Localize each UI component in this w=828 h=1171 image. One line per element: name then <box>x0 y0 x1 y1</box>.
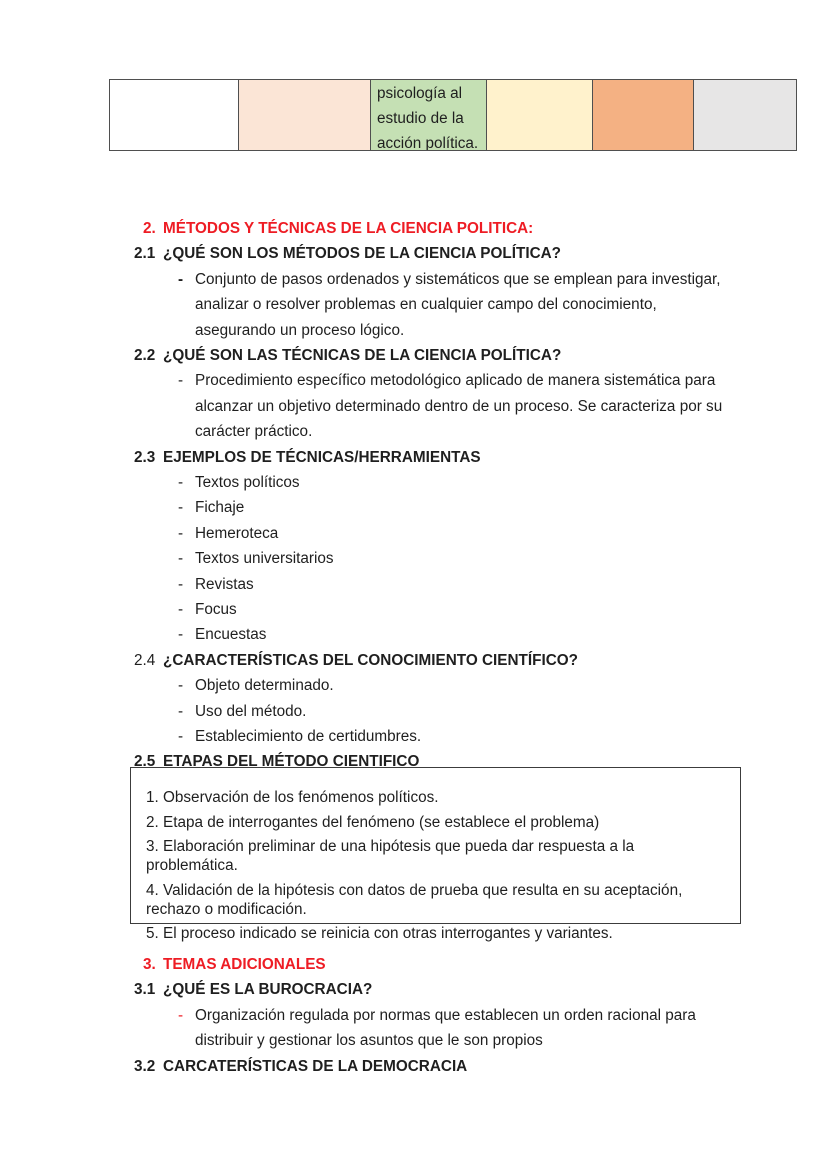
heading-number: 2. <box>143 220 156 237</box>
list-item <box>134 546 734 571</box>
heading-2-3 <box>134 445 734 470</box>
bullet-dash: - <box>178 575 184 593</box>
list-item <box>134 622 734 647</box>
bullet-dash: - <box>178 1006 184 1024</box>
list-item <box>134 521 734 546</box>
bullet-item <box>134 1003 734 1054</box>
table-cell <box>486 80 592 150</box>
characteristics-list <box>134 673 734 749</box>
section-2-heading <box>134 216 734 241</box>
step-item: 2. Etapa de interrogantes del fenómeno (se establece el problema) <box>146 813 600 831</box>
heading-number: 2.2 <box>134 347 156 364</box>
heading-label: ¿QUÉ ES LA BUROCRACIA? <box>163 981 373 999</box>
section-3-heading <box>134 952 734 977</box>
section-2 <box>134 216 734 778</box>
table-fragment <box>109 79 797 151</box>
list-item <box>134 470 734 495</box>
list-item <box>134 572 734 597</box>
section-3 <box>134 952 734 1087</box>
heading-label: ¿QUÉ SON LOS MÉTODOS DE LA CIENCIA POLÍTICA? <box>163 245 562 263</box>
bullet-dash: - <box>178 524 184 542</box>
table-cell-text: psicología al estudio de la acción política. <box>370 80 486 150</box>
heading-number: 3. <box>143 956 156 973</box>
bullet-text: Organización regulada por normas que establecen un orden racional para distribuir y gestionar los asuntos que le son propios <box>195 1006 696 1050</box>
heading-2-1 <box>134 241 734 266</box>
heading-number: 3.1 <box>134 981 156 999</box>
list-item-text: Revistas <box>195 575 254 593</box>
bullet-dash: - <box>178 550 184 568</box>
scientific-method-steps-box <box>130 767 741 942</box>
heading-3-2 <box>134 1054 734 1079</box>
bullet-item <box>134 368 734 444</box>
heading-label: CARCATERÍSTICAS DE LA DEMOCRACIA <box>163 1057 468 1075</box>
list-item-text: Encuestas <box>195 626 267 644</box>
step-item: 5. El proceso indicado se reinicia con otras interrogantes y variantes. <box>146 925 613 942</box>
bullet-dash: - <box>178 601 184 619</box>
examples-list <box>134 470 734 648</box>
bullet-text: Conjunto de pasos ordenados y sistemáticos que se emplean para investigar, analizar o resolver problemas en cualquier campo del conocimiento, asegurando un proceso lógico. <box>195 270 721 339</box>
bullet-dash: - <box>178 702 184 720</box>
heading-3-1 <box>134 977 734 1002</box>
list-item-text: Establecimiento de certidumbres. <box>195 728 422 745</box>
bullet-dash: - <box>178 626 184 644</box>
step-item: 1. Observación de los fenómenos políticos. <box>146 789 439 806</box>
list-item <box>134 495 734 520</box>
table-cell <box>110 80 238 150</box>
step-item: 4. Validación de la hipótesis con datos de prueba que resulta en su aceptación, rechazo o modificación. <box>146 881 683 918</box>
heading-label: MÉTODOS Y TÉCNICAS DE LA CIENCIA POLITICA: <box>163 220 534 237</box>
list-item-text: Uso del método. <box>195 702 307 720</box>
bullet-dash: - <box>178 372 184 390</box>
heading-number: 2.5 <box>134 753 156 771</box>
table-cell <box>693 80 796 150</box>
heading-2-4 <box>134 648 734 673</box>
list-item-text: Textos políticos <box>195 474 300 491</box>
bullet-dash: - <box>178 677 184 695</box>
list-item <box>134 724 734 749</box>
heading-label: EJEMPLOS DE TÉCNICAS/HERRAMIENTAS <box>163 448 481 466</box>
heading-label: TEMAS ADICIONALES <box>163 956 326 973</box>
step-item: 3. Elaboración preliminar de una hipótesis que pueda dar respuesta a la problemática. <box>146 838 635 874</box>
table-cell <box>238 80 370 150</box>
list-item-text: Fichaje <box>195 499 245 517</box>
bullet-text: Procedimiento específico metodológico aplicado de manera sistemática para alcanzar un objetivo determinado dentro de un proceso. Se caracteriza por su carácter práctico. <box>195 372 723 441</box>
heading-number: 2.3 <box>134 448 156 466</box>
heading-number: 2.1 <box>134 245 156 263</box>
heading-number: 3.2 <box>134 1057 156 1075</box>
heading-2-2 <box>134 343 734 368</box>
heading-number: 2.4 <box>134 651 156 669</box>
list-item <box>134 597 734 622</box>
bullet-dash: - <box>178 499 184 517</box>
bullet-dash: - <box>178 270 184 288</box>
list-item-text: Focus <box>195 601 237 619</box>
heading-label: ¿CARACTERÍSTICAS DEL CONOCIMIENTO CIENTÍFICO? <box>163 651 579 669</box>
list-item-text: Objeto determinado. <box>195 677 334 695</box>
bullet-dash: - <box>178 728 184 745</box>
heading-label: ETAPAS DEL MÉTODO CIENTIFICO <box>163 753 420 771</box>
bullet-item <box>134 267 734 343</box>
heading-label: ¿QUÉ SON LAS TÉCNICAS DE LA CIENCIA POLÍTICA? <box>163 347 562 364</box>
list-item-text: Hemeroteca <box>195 524 279 542</box>
list-item <box>134 673 734 698</box>
list-item <box>134 699 734 724</box>
list-item-text: Textos universitarios <box>195 550 334 568</box>
table-cell <box>592 80 693 150</box>
bullet-dash: - <box>178 474 184 491</box>
